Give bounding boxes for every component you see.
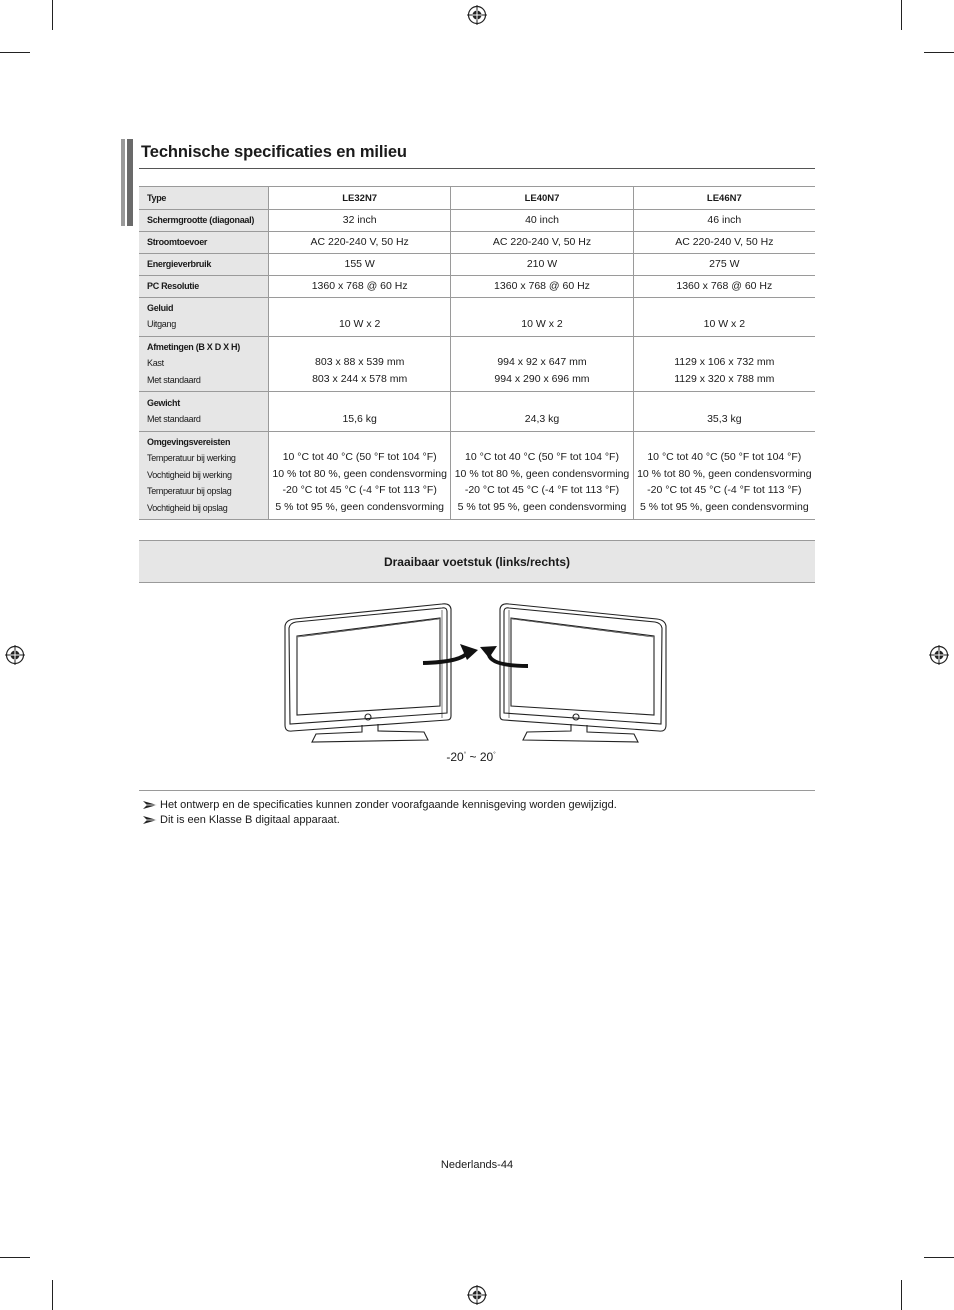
spec-value-cell <box>633 392 815 432</box>
stand-section-header <box>139 540 815 583</box>
spec-header-row <box>139 187 815 210</box>
spec-label-main: Geluid <box>147 303 174 314</box>
spec-row <box>139 210 815 232</box>
degree-symbol: ° <box>493 752 496 758</box>
crop-mark <box>52 0 53 30</box>
notes-divider <box>139 790 815 791</box>
tv-left-illustration <box>285 604 451 742</box>
crop-mark <box>0 52 30 53</box>
spec-value: 1360 x 768 @ 60 Hz <box>494 280 590 293</box>
spec-value-cell <box>269 392 451 432</box>
spec-label-main: Gewicht <box>147 397 180 408</box>
rotation-arrows-icon <box>423 644 528 666</box>
registration-mark-icon <box>467 5 487 25</box>
degree-symbol: ° <box>463 752 467 758</box>
crop-mark <box>924 1257 954 1258</box>
spec-row-label <box>139 298 269 337</box>
note-item <box>143 798 617 813</box>
stand-title: Draaibaar voetstuk (links/rechts) <box>383 554 571 569</box>
spec-row-label <box>139 210 269 232</box>
spec-row <box>139 276 815 298</box>
angle-max: ~ 20 <box>469 750 494 764</box>
arrow-note-icon <box>143 815 157 825</box>
spec-value: 210 W <box>526 258 558 271</box>
spec-value-cell <box>633 232 815 254</box>
spec-label-sub: Met standaard <box>147 413 201 424</box>
spec-value-cell <box>269 432 451 520</box>
spec-value: 1360 x 768 @ 60 Hz <box>676 280 773 293</box>
page-title: Technische specificaties en milieu <box>141 143 407 161</box>
spec-label-sub: Kast <box>147 358 164 368</box>
spec-value: 803 x 244 x 578 mm <box>312 372 408 385</box>
spec-row-label <box>139 276 269 298</box>
spec-row-label <box>139 432 269 520</box>
spec-value-cell <box>633 432 815 520</box>
spec-label-main: Afmetingen (B X D X H) <box>147 342 240 352</box>
spec-row-label <box>139 337 269 392</box>
swivel-stand-illustration <box>282 600 672 745</box>
spec-value: -20 °C tot 45 °C (-4 °F tot 113 °F) <box>282 484 437 496</box>
spec-value: 1360 x 768 @ 60 Hz <box>311 280 408 293</box>
model-header: LE40N7 <box>451 187 633 210</box>
spec-value: 5 % tot 95 %, geen condensvorming <box>275 500 444 513</box>
registration-mark-icon <box>467 1285 487 1305</box>
tv-right-illustration <box>500 604 666 742</box>
spec-header-label: Type <box>139 187 269 210</box>
title-divider <box>139 168 815 169</box>
spec-value: 10 W x 2 <box>703 317 746 330</box>
spec-label-main: Schermgrootte (diagonaal) <box>147 215 255 225</box>
spec-value: 10 °C tot 40 °C (50 °F tot 104 °F) <box>465 451 619 463</box>
model-header: LE32N7 <box>269 187 451 210</box>
spec-value-cell <box>451 232 633 254</box>
spec-value: 155 W <box>344 258 375 271</box>
spec-value: 32 inch <box>342 214 377 227</box>
spec-value-cell <box>451 337 633 392</box>
spec-value-cell <box>451 276 633 298</box>
spec-value-cell <box>633 276 815 298</box>
registration-mark-icon <box>929 645 949 665</box>
spec-value: 40 inch <box>525 214 559 227</box>
spec-label-sub: Temperatuur bij werking <box>147 453 236 463</box>
spec-value: 10 % tot 80 %, geen condensvorming <box>454 467 630 480</box>
spec-value-cell <box>269 254 451 276</box>
notes-list <box>143 798 617 827</box>
spec-value: 5 % tot 95 %, geen condensvorming <box>457 500 627 513</box>
crop-mark <box>52 1280 53 1310</box>
spec-value: -20 °C tot 45 °C (-4 °F tot 113 °F) <box>464 484 620 496</box>
spec-value-cell <box>451 392 633 432</box>
spec-value-cell <box>451 210 633 232</box>
spec-label-main: Stroomtoevoer <box>147 237 208 247</box>
spec-value-cell <box>269 337 451 392</box>
spec-value-cell <box>269 232 451 254</box>
spec-table <box>139 186 815 520</box>
spec-row-label <box>139 254 269 276</box>
spec-value-cell <box>269 298 451 337</box>
crop-mark <box>0 1257 30 1258</box>
spec-row <box>139 337 815 392</box>
crop-mark <box>901 1280 902 1310</box>
spec-value: 10 W x 2 <box>338 317 381 330</box>
spec-value: AC 220-240 V, 50 Hz <box>675 236 774 249</box>
spec-row-label <box>139 232 269 254</box>
spec-value: 10 % tot 80 %, geen condensvorming <box>272 467 447 480</box>
spec-label-sub: Uitgang <box>147 319 176 330</box>
spec-label-sub: Vochtigheid bij werking <box>147 469 232 480</box>
spec-value: 803 x 88 x 539 mm <box>315 356 405 368</box>
spec-label-main: PC Resolutie <box>147 281 199 291</box>
title-accent-bar <box>121 139 133 226</box>
spec-value: 5 % tot 95 %, geen condensvorming <box>639 500 809 513</box>
spec-row <box>139 298 815 337</box>
spec-value: 10 °C tot 40 °C (50 °F tot 104 °F) <box>282 451 437 463</box>
crop-mark <box>924 52 954 53</box>
spec-row <box>139 254 815 276</box>
spec-value: 10 W x 2 <box>521 317 563 330</box>
spec-row <box>139 232 815 254</box>
spec-value: 994 x 290 x 696 mm <box>494 372 590 385</box>
spec-value: 275 W <box>709 258 740 271</box>
spec-label-sub: Met standaard <box>147 374 201 385</box>
spec-value-cell <box>633 210 815 232</box>
angle-min: -20 <box>446 750 464 764</box>
spec-label-sub: Vochtigheid bij opslag <box>147 502 228 513</box>
spec-value: -20 °C tot 45 °C (-4 °F tot 113 °F) <box>647 484 802 496</box>
spec-label-main: Omgevingsvereisten <box>147 437 231 447</box>
spec-value: 46 inch <box>707 214 742 227</box>
spec-row-label <box>139 392 269 432</box>
spec-value-cell <box>633 254 815 276</box>
spec-value: AC 220-240 V, 50 Hz <box>492 236 592 249</box>
model-header: LE46N7 <box>633 187 815 210</box>
spec-value-cell <box>451 432 633 520</box>
page-number: Nederlands-44 <box>440 1159 514 1171</box>
spec-value-cell <box>269 276 451 298</box>
spec-value: 10 °C tot 40 °C (50 °F tot 104 °F) <box>647 451 802 463</box>
spec-value: AC 220-240 V, 50 Hz <box>310 236 409 249</box>
spec-value-cell <box>451 298 633 337</box>
registration-mark-icon <box>5 645 25 665</box>
crop-mark <box>901 0 902 30</box>
spec-value: 1129 x 106 x 732 mm <box>674 356 775 368</box>
spec-value-cell <box>451 254 633 276</box>
spec-label-sub: Temperatuur bij opslag <box>147 486 232 496</box>
note-item <box>143 813 617 828</box>
spec-value: 24,3 kg <box>524 412 560 425</box>
spec-value: 35,3 kg <box>707 412 742 425</box>
spec-value: 994 x 92 x 647 mm <box>497 356 587 368</box>
swivel-angle-label <box>438 750 504 764</box>
spec-row <box>139 432 815 520</box>
note-text: Dit is een Klasse B digitaal apparaat. <box>160 813 340 826</box>
spec-value: 1129 x 320 x 788 mm <box>674 372 775 385</box>
spec-label-main: Energieverbruik <box>147 259 212 269</box>
spec-value-cell <box>633 337 815 392</box>
spec-row <box>139 392 815 432</box>
note-text: Het ontwerp en de specificaties kunnen zonder voorafgaande kennisgeving worden gewijzigd. <box>160 799 617 811</box>
arrow-note-icon <box>143 800 157 810</box>
spec-value: 15,6 kg <box>342 412 377 425</box>
spec-value-cell <box>633 298 815 337</box>
spec-value: 10 % tot 80 %, geen condensvorming <box>637 467 812 480</box>
spec-value-cell <box>269 210 451 232</box>
